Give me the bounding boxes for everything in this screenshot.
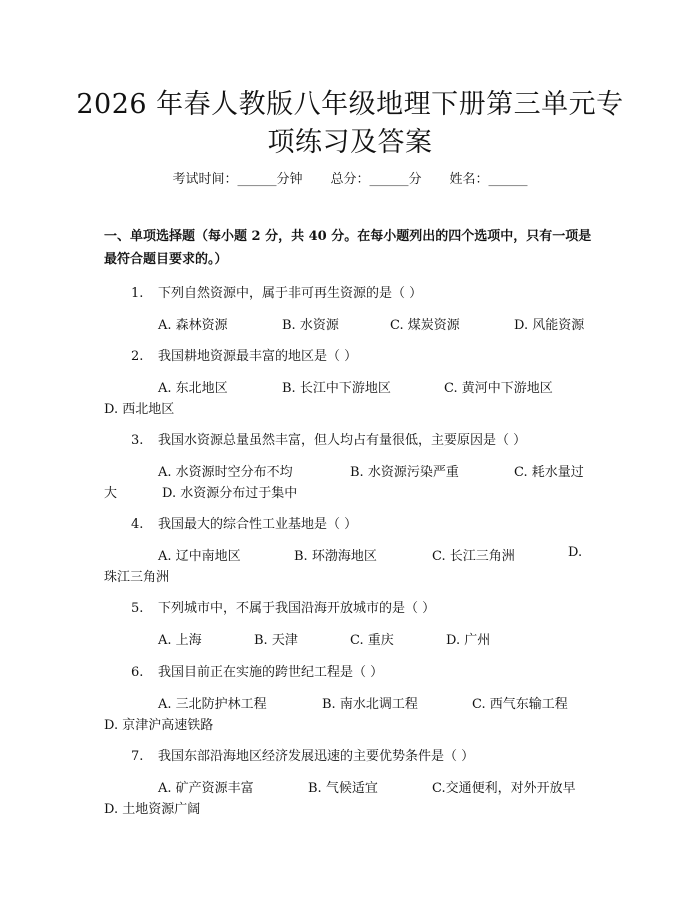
question-1 xyxy=(131,282,422,301)
q5-option-d: D. 广州 xyxy=(446,633,491,648)
q3-option-c: C. 耗水量过 xyxy=(514,465,584,480)
q6-option-c: C. 西气东输工程 xyxy=(472,697,568,712)
q4-option-c: C. 长江三角洲 xyxy=(432,549,515,564)
q4-option-b: B. 环渤海地区 xyxy=(294,549,377,564)
question-number: 5. xyxy=(131,601,144,616)
page-title-line-2: 项练习及答案 xyxy=(267,127,433,158)
question-number: 4. xyxy=(131,517,144,532)
question-text: 下列自然资源中，属于非可再生资源的是（ ） xyxy=(158,286,423,301)
question-text: 我国水资源总量虽然丰富，但人均占有量很低，主要原因是（ ） xyxy=(158,433,527,448)
question-text: 我国最大的综合性工业基地是（ ） xyxy=(158,517,358,532)
q2-option-c: C. 黄河中下游地区 xyxy=(444,381,553,396)
question-text: 我国目前正在实施的跨世纪工程是（ ） xyxy=(158,665,384,680)
q7-option-d: D. 土地资源广阔 xyxy=(104,802,201,817)
question-text: 我国耕地资源最丰富的地区是（ ） xyxy=(158,349,358,364)
question-6 xyxy=(131,661,383,680)
student-name-field: 姓名：______ xyxy=(449,172,528,187)
q4-option-d-text: 珠江三角洲 xyxy=(104,570,170,585)
q2-option-a: A. 东北地区 xyxy=(158,381,228,396)
page-title-line-1: 2026 年春人教版八年级地理下册第三单元专 xyxy=(76,89,624,120)
q7-option-c: C.交通便利，对外开放早 xyxy=(432,781,576,796)
q4-option-d-label: D. xyxy=(568,545,583,560)
section-heading: 一、单项选择题（每小题 2 分，共 40 分。在每小题列出的四个选项中，只有一项是最符合题目要求的。） xyxy=(104,229,592,267)
q1-option-d: D. 风能资源 xyxy=(514,318,585,333)
question-number: 2. xyxy=(131,349,144,364)
question-number: 1. xyxy=(131,286,144,301)
question-number: 7. xyxy=(131,749,144,764)
question-number: 6. xyxy=(131,665,144,680)
q1-option-a: A. 森林资源 xyxy=(158,318,228,333)
q6-option-b: B. 南水北调工程 xyxy=(322,697,418,712)
q2-option-b: B. 长江中下游地区 xyxy=(282,381,391,396)
q3-option-b: B. 水资源污染严重 xyxy=(350,465,459,480)
exam-time-field: 考试时间：______分钟 xyxy=(172,172,303,187)
question-4 xyxy=(131,513,357,532)
q5-option-a: A. 上海 xyxy=(158,633,202,648)
question-text: 我国东部沿海地区经济发展迅速的主要优势条件是（ ） xyxy=(158,749,475,764)
q6-option-d: D. 京津沪高速铁路 xyxy=(104,718,214,733)
q2-option-d: D. 西北地区 xyxy=(104,402,175,417)
q7-option-b: B. 气候适宜 xyxy=(308,781,378,796)
question-number: 3. xyxy=(131,433,144,448)
question-2 xyxy=(131,345,357,364)
q3-option-d: D. 水资源分布过于集中 xyxy=(162,486,298,501)
question-5 xyxy=(131,597,435,616)
q3-option-a: A. 水资源时空分布不均 xyxy=(158,465,293,480)
question-3 xyxy=(131,429,526,448)
q6-option-a: A. 三北防护林工程 xyxy=(158,697,267,712)
q1-option-c: C. 煤炭资源 xyxy=(390,318,460,333)
q4-option-a: A. 辽中南地区 xyxy=(158,549,241,564)
q5-option-c: C. 重庆 xyxy=(350,633,394,648)
q5-option-b: B. 天津 xyxy=(254,633,298,648)
question-7 xyxy=(131,745,474,764)
question-text: 下列城市中，不属于我国沿海开放城市的是（ ） xyxy=(158,601,436,616)
total-score-field: 总分：______分 xyxy=(330,172,422,187)
q3-option-c-continued: 大 xyxy=(104,486,118,501)
exam-info-row xyxy=(0,168,700,187)
q7-option-a: A. 矿产资源丰富 xyxy=(158,781,254,796)
q1-option-b: B. 水资源 xyxy=(282,318,339,333)
